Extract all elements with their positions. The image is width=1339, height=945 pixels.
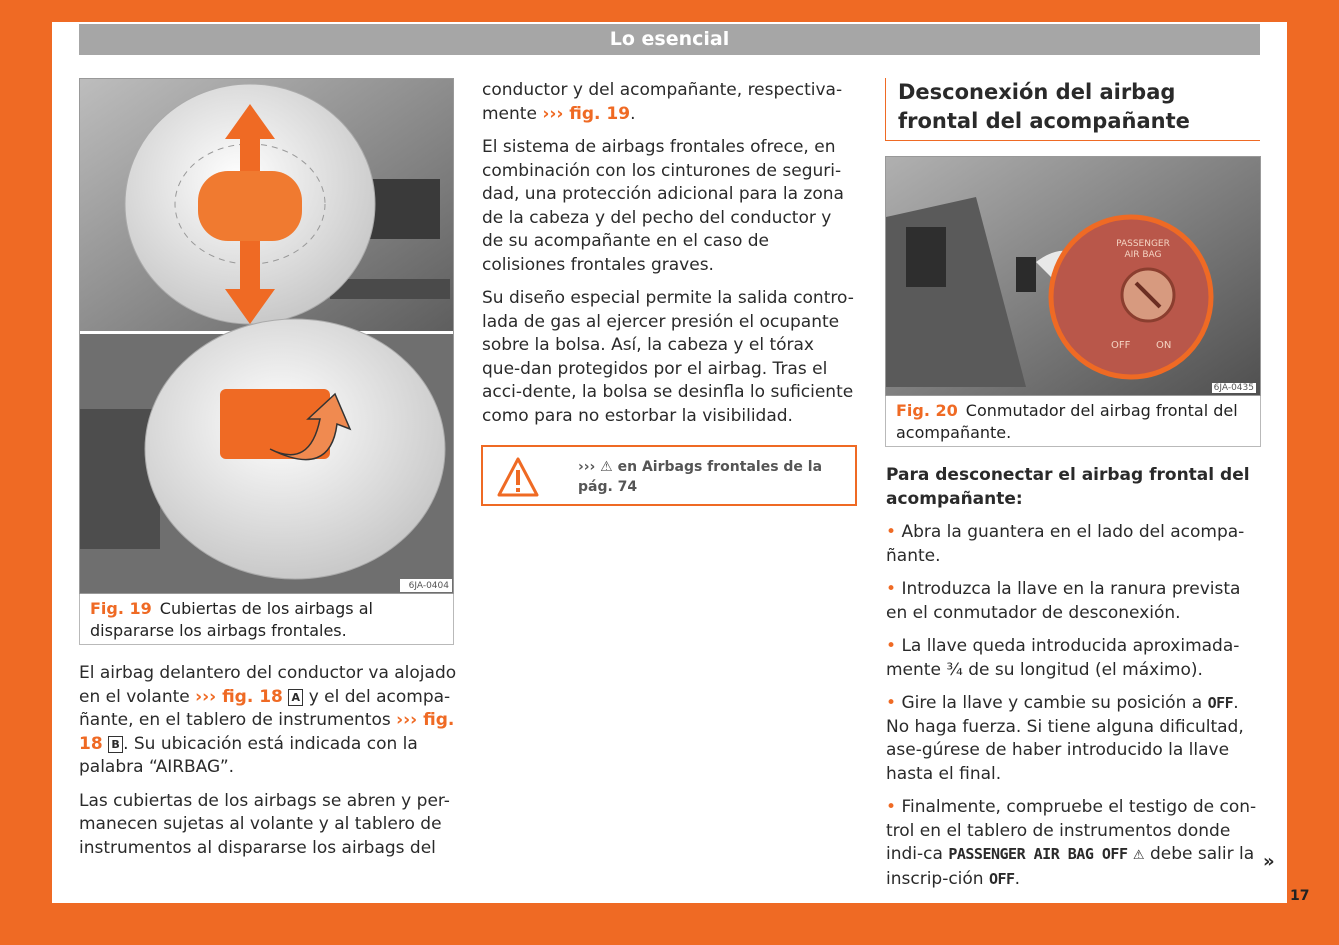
figure-19-image (79, 78, 454, 594)
bullet-icon: • (886, 693, 897, 713)
airbag-illustration (80, 79, 454, 594)
text: Introduzca la llave en la ranura prevista en el conmutador de desconexión. (886, 579, 1241, 623)
warning-reference-link[interactable]: ››› ⚠ en Airbags frontales de la pág. 74 (578, 459, 823, 495)
step-4 (886, 692, 1260, 786)
step-2 (886, 578, 1260, 625)
switch-off-label: OFF (1111, 340, 1131, 351)
mid-paragraph-3: Su diseño especial permite la salida contro-lada de gas al ejercer presión el ocupante sobre la bolsa. Así, la cabeza y el tórax que-dan protegidos por el airbag. Tras el acci-dente, la bolsa se desinfla lo suficiente como para no estorbar la visibilidad. (482, 288, 854, 426)
bullet-icon: • (886, 636, 897, 656)
fig-19-link[interactable]: ››› fig. 19 (542, 103, 631, 124)
off-label: OFF (989, 869, 1015, 888)
passenger-airbag-off-message: PASSENGER AIR BAG OFF (948, 845, 1128, 863)
figure-20-caption-text: Conmutador del airbag frontal del acompañante. (896, 401, 1238, 442)
text: . (630, 103, 636, 124)
switch-label: PASSENGER AIR BAG (1116, 239, 1170, 260)
text: La llave queda introducida aproximada-mente ¾ de su longitud (el máximo). (886, 636, 1240, 680)
figure-19-caption (79, 594, 454, 645)
step-5 (886, 796, 1260, 891)
off-label: OFF (1207, 694, 1234, 712)
mid-paragraph-1 (482, 79, 854, 126)
middle-column (482, 79, 854, 438)
text: debe salir la inscrip-ción (886, 844, 1255, 889)
bullet-icon: • (886, 522, 897, 542)
text: conductor y del acompañante, respectiva-mente (482, 80, 843, 124)
left-column (79, 662, 457, 870)
text: Finalmente, compruebe el testigo de con-trol en el tablero de instrumentos donde indi-ca (886, 797, 1257, 864)
bullet-icon: • (886, 579, 897, 599)
text: . Su ubicación está indicada con la palabra “AIRBAG”. (79, 733, 418, 777)
mid-paragraph-2: El sistema de airbags frontales ofrece, en combinación con los cinturones de seguri-dad, una protección adicional para la zona de la cabeza y del pecho del conductor y de su acompañante en el caso de colisiones frontales graves. (482, 137, 844, 275)
step-1 (886, 521, 1260, 568)
page-number: 17 (1290, 888, 1310, 904)
figure-20-image (885, 156, 1261, 396)
figure-19-caption-text: Cubiertas de los airbags al dispararse los airbags frontales. (90, 599, 373, 640)
warning-box (481, 445, 857, 506)
warning-icon (497, 456, 539, 498)
instructions-heading: Para desconectar el airbag frontal del acompañante: (886, 465, 1250, 509)
fig-18-link[interactable]: ››› fig. 18 (195, 686, 283, 707)
switch-illustration (886, 157, 1261, 396)
airbag-off-icon: ⚠ (1132, 848, 1145, 863)
text: Gire la llave y cambie su posición a (901, 693, 1208, 713)
figure-19-code: 6JA-0404 (408, 581, 449, 591)
text: Abra la guantera en el lado del acompa-ñante. (886, 522, 1245, 566)
bullet-icon: • (886, 797, 897, 817)
left-paragraph-2: Las cubiertas de los airbags se abren y per-manecen sujetas al volante y al tablero de instrumentos al dispararse los airbags del (79, 790, 450, 858)
figure-20-label: Fig. 20 (896, 401, 958, 420)
text: El airbag delantero del conductor va alojado en el volante (79, 663, 457, 707)
fig-18-link[interactable]: ››› fig. 18 (79, 710, 455, 754)
figure-19-label: Fig. 19 (90, 599, 152, 618)
continue-arrow-icon: » (1263, 851, 1275, 872)
section-title: Desconexión del airbag frontal del acompañante (885, 78, 1260, 141)
page-header: Lo esencial (79, 24, 1260, 55)
figure-20-code: 6JA-0435 (1213, 383, 1254, 393)
right-column (886, 464, 1260, 901)
step-3 (886, 635, 1260, 682)
callout-b: B (108, 736, 123, 753)
figure-20-caption (885, 396, 1261, 447)
callout-a: A (288, 689, 303, 706)
text: . (1014, 868, 1020, 889)
left-paragraph-1 (79, 662, 457, 780)
text: . No haga fuerza. Si tiene alguna dificultad, ase-gúrese de haber introducido la llave hasta el final. (886, 693, 1244, 784)
text: y el del acompa-ñante, en el tablero de instrumentos (79, 686, 451, 730)
switch-on-label: ON (1156, 340, 1172, 351)
